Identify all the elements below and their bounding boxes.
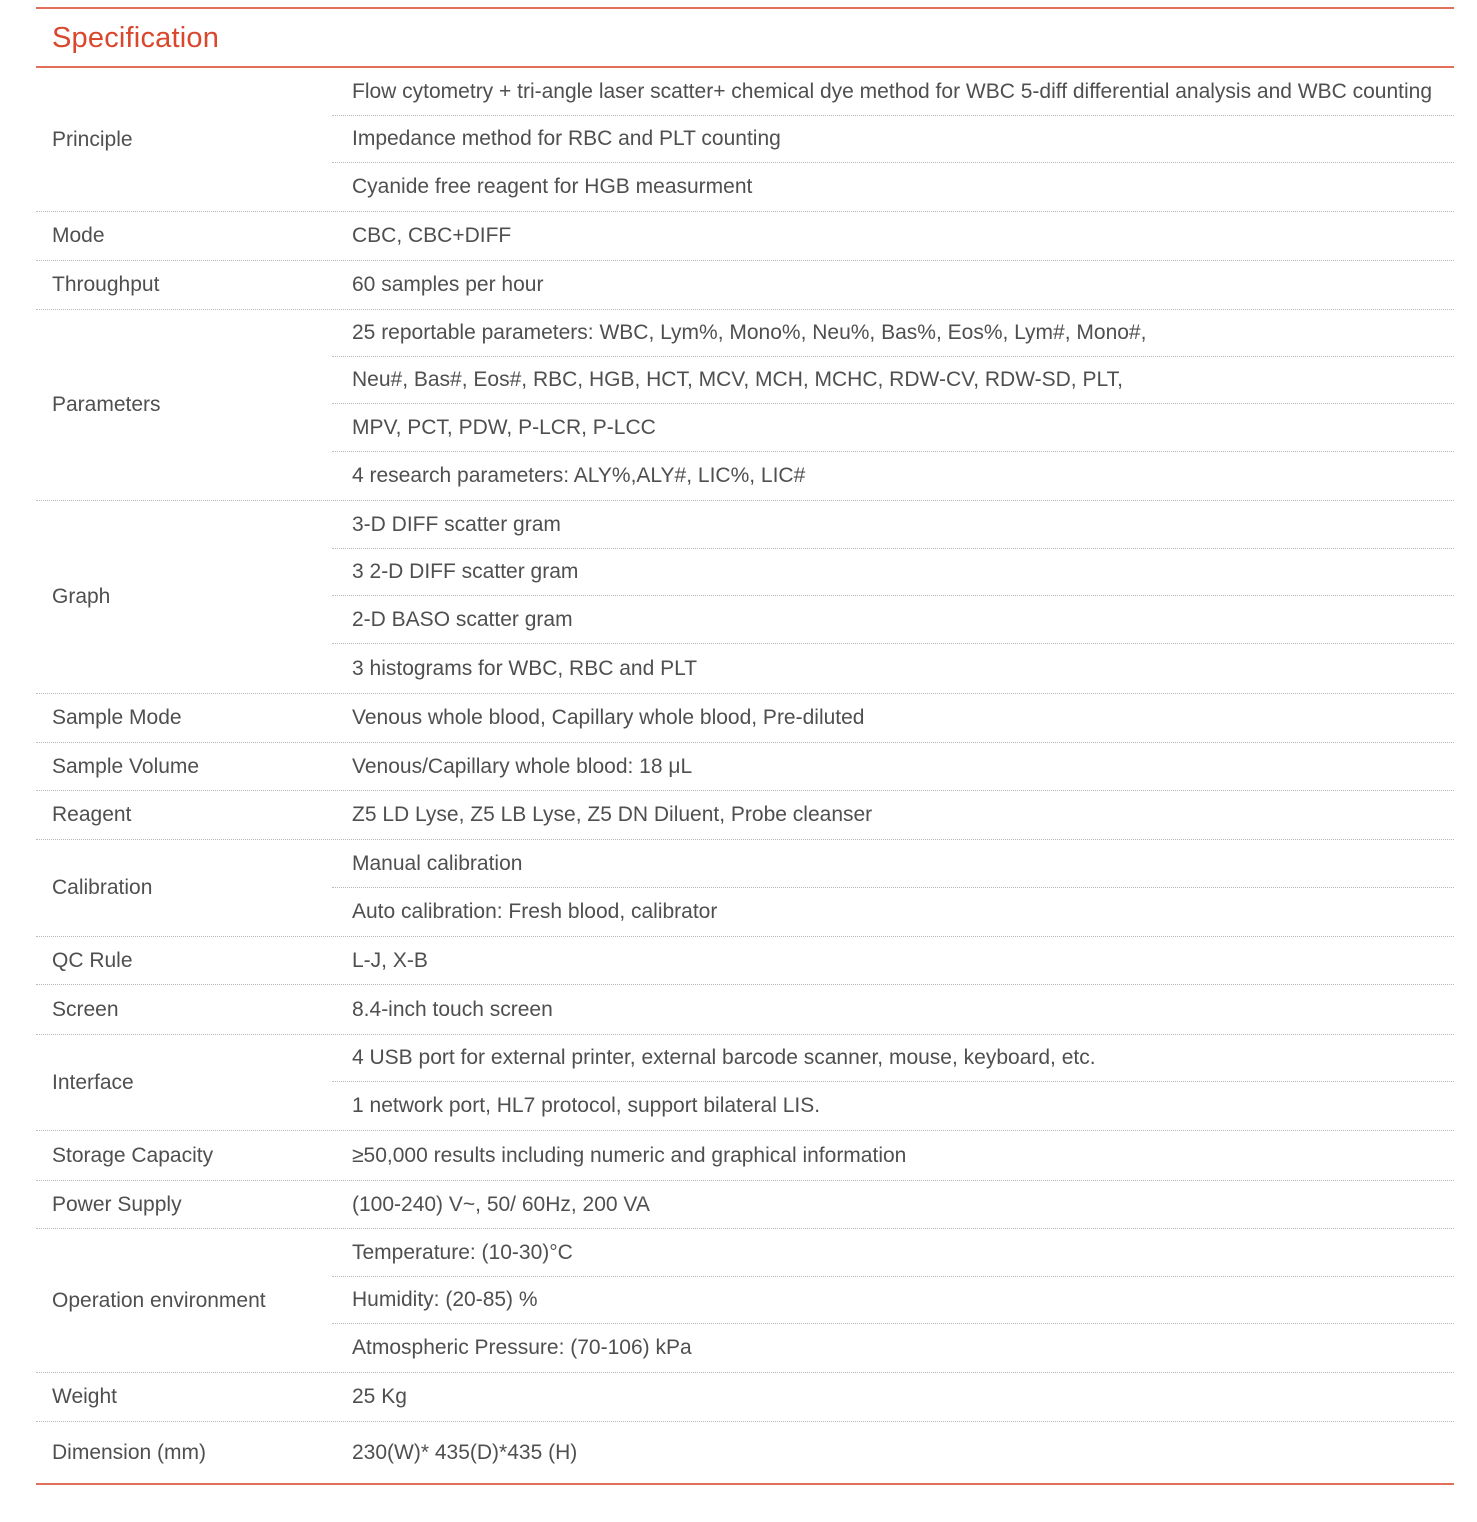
spec-values [332,501,1454,693]
table-row [36,1181,1454,1229]
spec-values [332,840,1454,936]
specification-table [36,7,1454,1485]
spec-values [332,212,1454,260]
spec-label: Dimension (mm) [52,1440,207,1464]
spec-value: ≥50,000 results including numeric and graphical information [352,1143,907,1167]
table-row [36,791,1454,840]
table-row [36,1373,1454,1422]
table-row [36,1035,1454,1131]
spec-label: Sample Mode [52,706,182,729]
spec-values [332,1373,1454,1421]
spec-value: CBC, CBC+DIFF [352,224,512,247]
table-row [36,937,1454,985]
spec-value: 3 histograms for WBC, RBC and PLT [352,656,698,680]
title-bar [36,9,1454,68]
spec-values [332,791,1454,839]
spec-value: 3 2-D DIFF scatter gram [332,549,1454,596]
spec-value: Z5 LD Lyse, Z5 LB Lyse, Z5 DN Diluent, Probe cleanser [352,803,873,826]
spec-value: 25 reportable parameters: WBC, Lym%, Mono%, Neu%, Bas%, Eos%, Lym#, Mono#, [332,310,1454,357]
spec-value: Venous/Capillary whole blood: 18 μL [352,754,693,778]
spec-value: 8.4-inch touch screen [352,997,553,1021]
spec-value: Temperature: (10-30)°C [332,1229,1454,1277]
spec-values [332,1422,1454,1483]
spec-value: 1 network port, HL7 protocol, support bilateral LIS. [352,1094,821,1117]
spec-value: Neu#, Bas#, Eos#, RBC, HGB, HCT, MCV, MCH, MCHC, RDW-CV, RDW-SD, PLT, [332,357,1454,404]
spec-values [332,1131,1454,1180]
spec-label: Calibration [52,876,153,899]
table-row [36,743,1454,791]
table-row [36,1131,1454,1181]
spec-value: Venous whole blood, Capillary whole blood, Pre-diluted [352,706,865,729]
spec-label: Throughput [52,273,160,296]
page-title: Specification [52,22,220,54]
spec-values [332,694,1454,742]
table-row [36,840,1454,937]
spec-values [332,68,1454,211]
spec-label: Power Supply [52,1192,182,1216]
spec-label: Parameters [52,393,161,416]
spec-label: Interface [52,1070,134,1094]
spec-label: Operation environment [52,1288,266,1312]
spec-label: Mode [52,224,105,247]
spec-value: Auto calibration: Fresh blood, calibrator [352,900,718,923]
spec-values [332,743,1454,790]
table-row [36,1229,1454,1373]
spec-label: Graph [52,585,111,608]
spec-value: 4 USB port for external printer, external barcode scanner, mouse, keyboard, etc. [332,1035,1454,1082]
table-row [36,310,1454,501]
spec-value: L-J, X-B [352,948,428,972]
spec-value: Impedance method for RBC and PLT counting [332,116,1454,163]
spec-value: Cyanide free reagent for HGB measurment [352,175,753,198]
table-row [36,68,1454,212]
table-row [36,501,1454,694]
spec-values [332,1181,1454,1228]
spec-rows [36,68,1454,1485]
spec-values [332,310,1454,500]
spec-values [332,1035,1454,1130]
table-row [36,1422,1454,1485]
table-row [36,694,1454,743]
spec-label: QC Rule [52,948,133,972]
spec-values [332,1229,1454,1372]
spec-label: Reagent [52,803,132,826]
spec-label: Screen [52,997,119,1021]
spec-value: Manual calibration [332,840,1454,888]
spec-value: 60 samples per hour [352,273,544,296]
spec-label: Principle [52,127,133,151]
spec-values [332,937,1454,984]
spec-value: Humidity: (20-85) % [332,1277,1454,1324]
spec-value: Flow cytometry + tri-angle laser scatter+ chemical dye method for WBC 5-diff differential analysis and WBC counting [332,68,1454,116]
spec-value: 4 research parameters: ALY%,ALY#, LIC%, LIC# [352,464,806,487]
spec-label: Storage Capacity [52,1143,214,1167]
spec-value: 25 Kg [352,1385,407,1408]
spec-values [332,261,1454,309]
spec-value: Atmospheric Pressure: (70-106) kPa [352,1336,692,1359]
table-row [36,985,1454,1035]
spec-label: Weight [52,1385,117,1408]
spec-value: 3-D DIFF scatter gram [332,501,1454,549]
spec-values [332,985,1454,1034]
spec-value: 2-D BASO scatter gram [332,596,1454,644]
spec-label: Sample Volume [52,754,200,778]
spec-value: MPV, PCT, PDW, P-LCR, P-LCC [332,404,1454,452]
table-row [36,212,1454,261]
spec-value: 230(W)* 435(D)*435 (H) [352,1440,578,1464]
spec-value: (100-240) V~, 50/ 60Hz, 200 VA [352,1192,650,1216]
table-row [36,261,1454,310]
